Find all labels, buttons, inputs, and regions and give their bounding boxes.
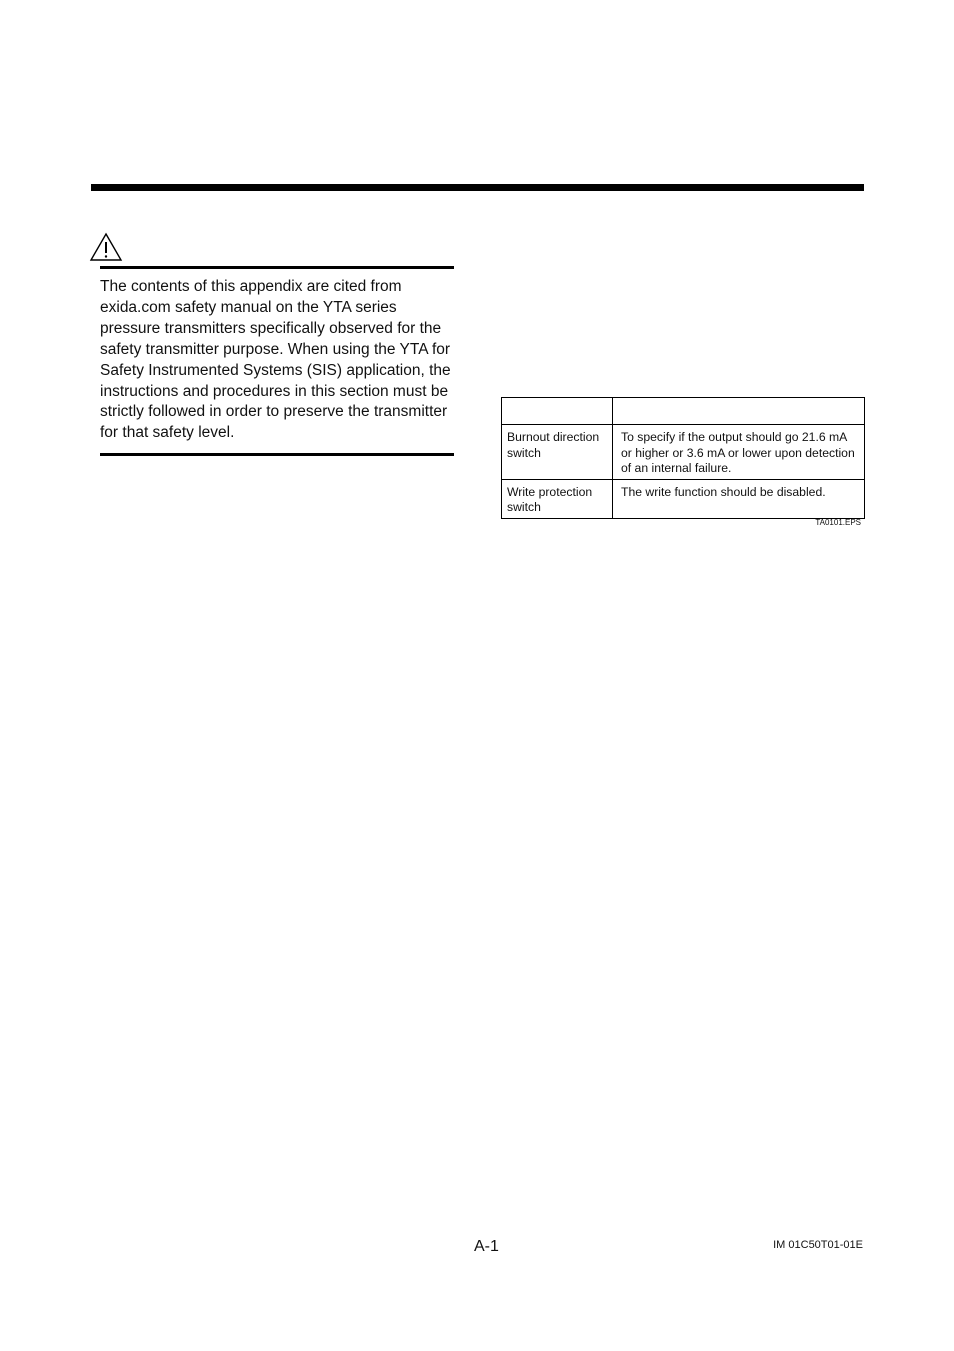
- warning-text: The contents of this appendix are cited from exida.com safety manual on the YTA series pressure transmitters specifically observed for the safety transmitter purpose. When using the YTA for Safety Instrumented Systems (SIS) application, the instructions and procedures in this section must be strictly followed in order to preserve the transmitter for that safety level.: [100, 278, 451, 442]
- document-id: IM 01C50T01-01E: [773, 1239, 863, 1251]
- table-cell-description: To specify if the output should go 21.6 mA or higher or 3.6 mA or lower upon detection of an internal failure.: [613, 425, 865, 480]
- warning-rule-bottom: [100, 453, 454, 456]
- table-row: [502, 425, 865, 480]
- warning-rule-top: [100, 266, 454, 269]
- table-header-description: [613, 398, 865, 425]
- table-row: [502, 479, 865, 518]
- table-header-item: [502, 398, 613, 425]
- table-cell-description: The write function should be disabled.: [613, 479, 865, 518]
- table-reference: TA0101.EPS: [815, 518, 861, 527]
- table-cell-item: Write protection switch: [502, 479, 613, 518]
- top-rule: [91, 184, 864, 191]
- table-cell-item: Burnout direction switch: [502, 425, 613, 480]
- switch-settings-table: [501, 397, 865, 519]
- warning-triangle-icon: [89, 232, 123, 262]
- page-number: A-1: [474, 1238, 499, 1255]
- table-header-row: [502, 398, 865, 425]
